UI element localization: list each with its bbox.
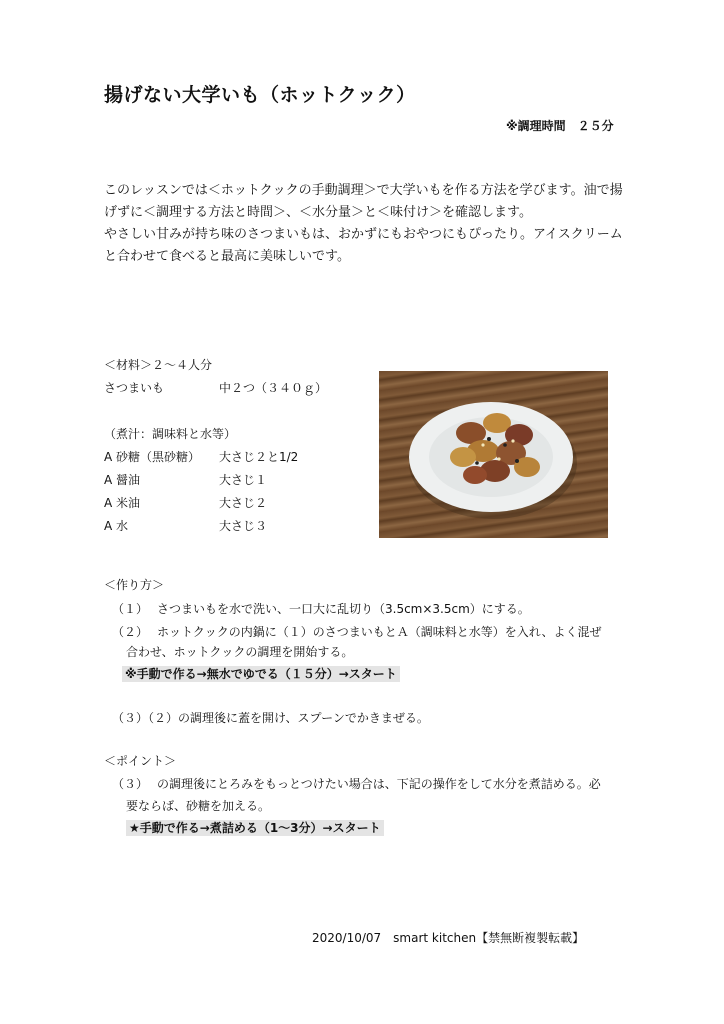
step-highlight: ※手動で作る→無水でゆでる（１５分）→スタート <box>122 666 400 682</box>
ingredient-name: さつまいも <box>104 381 165 395</box>
method-heading: ＜作り方＞ <box>104 578 165 592</box>
ingredient-name: A 米油 <box>104 496 141 510</box>
ingredient-qty: 中２つ（３４０ｇ） <box>219 381 328 395</box>
cook-time: ※調理時間 ２５分 <box>506 119 614 133</box>
point-highlight: ★手動で作る→煮詰める（1～3分）→スタート <box>126 820 384 836</box>
ingredient-qty: 大さじ１ <box>219 473 268 487</box>
ingredient-name: A 醤油 <box>104 473 141 487</box>
dish-photo <box>379 371 608 538</box>
step-text: （３）（２）の調理後に蓋を開け、スプーンでかきまぜる。 <box>112 711 429 725</box>
plate-illustration <box>379 371 608 538</box>
sauce-heading: （煮汁：調味料と水等） <box>104 427 237 441</box>
point-heading: ＜ポイント＞ <box>104 754 177 768</box>
recipe-title: 揚げない大学いも（ホットクック） <box>104 84 416 106</box>
ingredient-name: A 水 <box>104 519 129 533</box>
ingredients-heading: ＜材料＞２～４人分 <box>104 358 213 372</box>
point-number: （３） <box>112 777 149 791</box>
intro-paragraph: このレッスンでは＜ホットクックの手動調理＞で大学いもを作る方法を学びます。油で揚げずに＜調理する方法と時間＞、＜水分量＞と＜味付け＞を確認します。 <box>104 183 623 220</box>
footer-copyright: 2020/10/07 smart kitchen【禁無断複製転載】 <box>312 931 585 945</box>
ingredient-qty: 大さじ２と1/2 <box>219 450 299 464</box>
step-text: ホットクックの内鍋に（１）のさつまいもとＡ（調味料と水等）を入れ、よく混ぜ <box>157 625 602 639</box>
step-number: （１） <box>112 602 149 616</box>
intro-text <box>104 180 632 268</box>
step-text: さつまいもを水で洗い、一口大に乱切り（3.5cm×3.5cm）にする。 <box>157 602 530 616</box>
step-text: 合わせ、ホットクックの調理を開始する。 <box>126 645 354 659</box>
point-text: の調理後にとろみをもっとつけたい場合は、下記の操作をして水分を煮詰める。必 <box>157 777 601 791</box>
ingredient-name: A 砂糖（黒砂糖） <box>104 450 201 464</box>
ingredient-qty: 大さじ３ <box>219 519 268 533</box>
step-number: （２） <box>112 625 149 639</box>
intro-paragraph: やさしい甘みが持ち味のさつまいもは、おかずにもおやつにもぴったり。アイスクリームと合わせて食べると最高に美味しいです。 <box>104 227 623 264</box>
point-text: 要ならば、砂糖を加える。 <box>126 799 271 813</box>
ingredient-qty: 大さじ２ <box>219 496 268 510</box>
